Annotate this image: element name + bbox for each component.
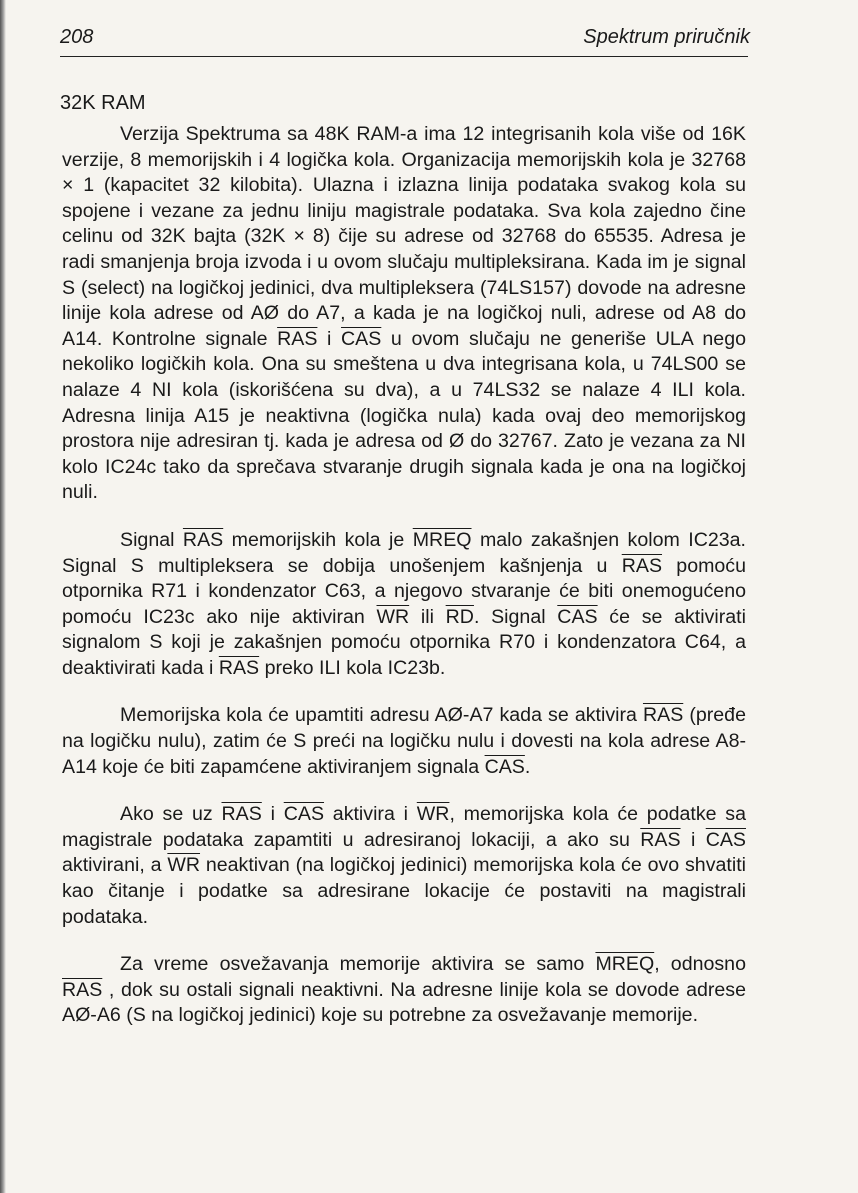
text-run: (pređe na logičku nulu), zatim će S preći na logičku nulu i dovesti na kola adrese A8-A14 koje će biti zapamćene aktiviranjem signala bbox=[62, 704, 746, 778]
running-title: Spektrum priručnik bbox=[583, 26, 750, 48]
signal-name: $\overline{RAS}$ bbox=[218, 656, 260, 679]
section-title: 32K RAM bbox=[60, 92, 146, 114]
text-run: i bbox=[261, 803, 284, 826]
text-run: u ovom slučaju ne generiše ULA nego nekoliko logičkih kola. Ona su smeštena u dva integrisana kola, u 74LS00 se nalaze 4 NI kola (iskorišćena su dva), a u 74LS32 se nalaze 4 ILI kola. Adresna linija A15 je neaktivna (logička nula) kada ovaj deo memorijskog prostora nije adresiran tj. kada je adresa od Ø do 32767. Zato je vezana za NI kolo IC24c tako da sprečava stvaranje drugih signala kada je ona na logičkoj nuli. bbox=[62, 327, 746, 504]
text-run: ili bbox=[409, 605, 446, 628]
text-run: aktivira i bbox=[324, 803, 417, 826]
text-run: memorijskih kola je bbox=[223, 528, 413, 551]
text-run: aktivirani, a bbox=[62, 854, 168, 877]
text-run: . bbox=[524, 755, 531, 778]
paragraph bbox=[62, 122, 746, 506]
signal-name: $\overline{WR}$ bbox=[376, 605, 410, 628]
signal-name: $\overline{WR}$ bbox=[416, 803, 450, 826]
header-rule bbox=[60, 56, 748, 57]
body-text bbox=[62, 122, 746, 1051]
text-run: i bbox=[680, 828, 706, 851]
paragraph bbox=[62, 952, 746, 1029]
text-run: , memorijska kola će podatke sa magistrale podataka zapamtiti u adresiranoj lokaciji, a ako su bbox=[62, 803, 747, 851]
text-run: malo zakašnjen kolom IC23a. Signal S multipleksera se dobija unošenjem kašnjenja u bbox=[62, 528, 747, 577]
signal-name: $\overline{RAS}$ bbox=[640, 828, 681, 851]
text-run: . Signal bbox=[473, 605, 558, 628]
text-run: Ako se uz bbox=[120, 803, 222, 826]
signal-name: $\overline{WR}$ bbox=[167, 854, 201, 877]
signal-name: $\overline{CAS}$ bbox=[557, 605, 598, 628]
text-run: preko ILI kola IC23b. bbox=[259, 656, 446, 679]
signal-name: $\overline{RAS}$ bbox=[62, 978, 103, 1001]
signal-name: $\overline{CAS}$ bbox=[484, 755, 525, 778]
page-number: 208 bbox=[60, 26, 94, 48]
text-run: , dok su ostali signali neaktivni. Na adresne linije kola se dovode adrese AØ-A6 (S na logičkoj jedinici) koje su potrebne za osvežavanje memorije. bbox=[62, 978, 746, 1027]
signal-name: MREQ bbox=[412, 528, 472, 551]
signal-name: $\overline{RAS}$ bbox=[642, 704, 684, 727]
paragraph bbox=[62, 528, 746, 682]
text-run: Za vreme osvežavanja memorije aktivira se samo bbox=[120, 953, 596, 976]
signal-name: MREQ bbox=[595, 953, 655, 976]
signal-name: $\overline{RD}$ bbox=[445, 605, 474, 628]
text-run: će se aktivirati signalom S koji je zakašnjen pomoću otpornika R70 i kondenzatora C64, a deaktivirati kada i bbox=[62, 605, 746, 679]
signal-name: $\overline{CAS}$ bbox=[283, 803, 325, 826]
paragraph bbox=[62, 802, 746, 930]
page-header bbox=[60, 26, 750, 56]
signal-name: $\overline{RAS}$ bbox=[621, 554, 663, 577]
signal-name: $\overline{CAS}$ bbox=[341, 327, 382, 350]
text-run: pomoću otpornika R71 i kondenzator C63, a njegovo stvaranje će biti onemogućeno pomoću IC23c ako nije aktiviran bbox=[62, 554, 746, 628]
text-run: Memorijska kola će upamtiti adresu AØ-A7 kada se aktivira bbox=[120, 704, 643, 727]
text-run: i bbox=[317, 327, 342, 350]
text-run: Signal bbox=[120, 528, 183, 551]
text-run: neaktivan (na logičkoj jedinici) memorijska kola će ovo shvatiti kao čitanje i podatke sa adresirane lokacije će postaviti na magistrali podataka. bbox=[62, 854, 746, 928]
signal-name: $\overline{RAS}$ bbox=[277, 327, 318, 350]
paragraph bbox=[62, 703, 746, 780]
text-run: Verzija Spektruma sa 48K RAM-a ima 12 integrisanih kola više od 16K verzije, 8 memorijskih i 4 logička kola. Organizacija memorijskih kola je 32768 × 1 (kapacitet 32 kilobita). Ulazna i izlazna linija podataka svakog kola su spojene i vezane za jednu liniju magistrale podataka. Sva kola zajedno čine celinu od 32K bajta (32K × 8) čije su adrese od 32768 do 65535. Adresa je radi smanjenja broja izvoda i u ovom slučaju multipleksirana. Kada im je signal S (select) na logičkoj jedinici, dva multipleksera (74LS157) dovode na adresne linije kola adrese od AØ do A7, a kada je na logičkoj nuli, adrese od A8 do A14. Kontrolne signale bbox=[62, 123, 746, 350]
signal-name: $\overline{RAS}$ bbox=[182, 528, 224, 551]
signal-name: $\overline{CAS}$ bbox=[705, 828, 746, 851]
scan-edge bbox=[0, 0, 6, 1193]
text-run: , odnosno bbox=[654, 953, 746, 976]
signal-name: $\overline{RAS}$ bbox=[221, 803, 262, 826]
